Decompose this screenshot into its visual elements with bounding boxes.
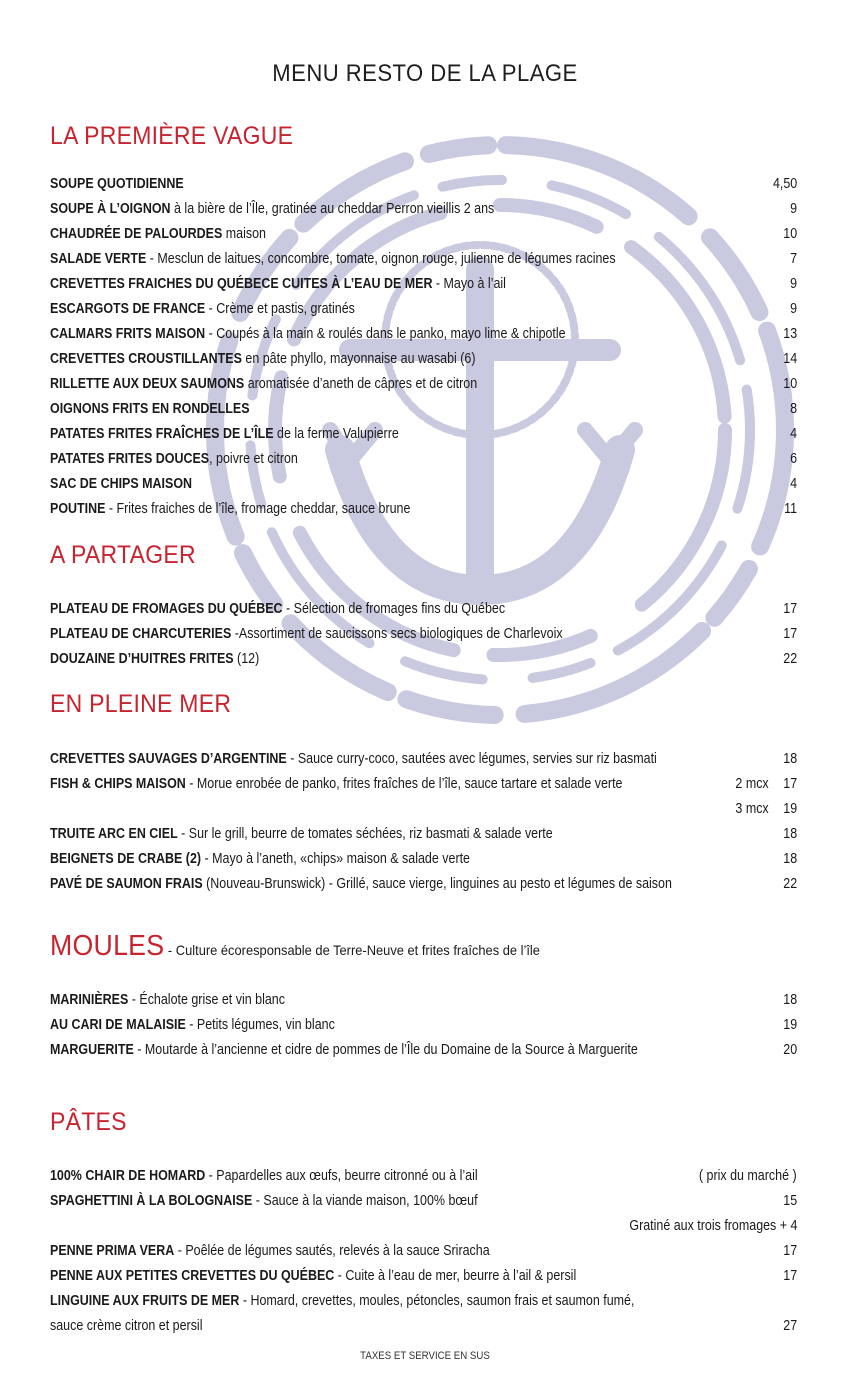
- menu-item-name: SPAGHETTINI À LA BOLOGNAISE: [50, 1193, 253, 1209]
- menu-item-description: - Mayo à l’ail: [432, 276, 506, 292]
- menu-item-name: RILLETTE AUX DEUX SAUMONS: [50, 376, 245, 392]
- menu-item-description: - Sélection de fromages fins du Québec: [282, 601, 506, 617]
- menu-item-name: PAVÉ DE SAUMON FRAIS: [50, 876, 203, 892]
- menu-item-text: [50, 847, 470, 872]
- menu-item-row: [50, 822, 797, 847]
- menu-item-price: 18: [783, 851, 797, 867]
- menu-item-name: AU CARI DE MALAISIE: [50, 1017, 186, 1033]
- menu-item-price: 7: [790, 251, 797, 267]
- menu-item-price: 18: [783, 992, 797, 1008]
- menu-item-name: PATATES FRITES DOUCES: [50, 451, 210, 467]
- menu-item-description: - Crème et pastis, gratinés: [205, 301, 355, 317]
- menu-item-row: [50, 297, 797, 322]
- menu-item-name: BEIGNETS DE CRABE (2): [50, 851, 202, 867]
- menu-item-description: - Sur le grill, beurre de tomates séchées, riz basmati & salade verte: [177, 826, 553, 842]
- section-subtitle-moules: - Culture écoresponsable de Terre-Neuve et frites fraîches de l’île: [164, 942, 540, 958]
- menu-item-price: 11: [784, 501, 797, 517]
- menu-item-description: (12): [233, 651, 260, 667]
- menu-item-name: SOUPE À L’OIGNON: [50, 201, 171, 217]
- menu-item-text: [50, 597, 505, 622]
- menu-item-text: [50, 1239, 490, 1264]
- menu-item-description: - Sauce curry-coco, sautées avec légumes, servies sur riz basmati: [286, 751, 657, 767]
- menu-item-row: [50, 172, 797, 197]
- menu-item-description: à la bière de l’Île, gratinée au cheddar Perron vieillis 2 ans: [170, 201, 495, 217]
- menu-item-text: [50, 197, 494, 222]
- menu-item-price: 17: [783, 1268, 797, 1284]
- menu-item-name: POUTINE: [50, 501, 106, 517]
- menu-item-price: 18: [783, 751, 797, 767]
- section-title-pates: PÂTES: [50, 1108, 127, 1136]
- menu-item-row: [50, 1189, 797, 1214]
- menu-item-price: 15: [783, 1193, 797, 1209]
- menu-item-text: [50, 397, 250, 422]
- menu-item-text: [50, 1164, 478, 1189]
- menu-item-name: LINGUINE AUX FRUITS DE MER: [50, 1293, 240, 1309]
- menu-item-price: 10: [783, 376, 797, 392]
- menu-item-row: [50, 797, 797, 822]
- menu-item-name: SOUPE QUOTIDIENNE: [50, 176, 184, 192]
- menu-item-name: OIGNONS FRITS EN RONDELLES: [50, 401, 250, 417]
- menu-item-price: 18: [783, 826, 797, 842]
- menu-item-price: 9: [790, 276, 797, 292]
- menu-item-text: [50, 1314, 202, 1339]
- menu-item-row: [50, 647, 797, 672]
- menu-item-row: [50, 497, 797, 522]
- menu-item-price: Gratiné aux trois fromages + 4: [628, 1218, 797, 1234]
- menu-item-price: 4: [790, 426, 797, 442]
- menu-item-row: [50, 447, 797, 472]
- menu-item-row: [50, 1038, 797, 1063]
- menu-item-description: - Poêlée de légumes sautés, relevés à la sauce Sriracha: [174, 1243, 490, 1259]
- menu-item-text: [50, 1289, 634, 1314]
- menu-item-row: [50, 422, 797, 447]
- menu-item-row: [50, 772, 797, 797]
- menu-item-name: CREVETTES SAUVAGES D’ARGENTINE: [50, 751, 287, 767]
- footer-note: TAXES ET SERVICE EN SUS: [360, 1350, 490, 1362]
- menu-item-price: 19: [783, 801, 797, 817]
- menu-item-price: 14: [783, 351, 797, 367]
- menu-item-description: - Morue enrobée de panko, frites fraîches de l’île, sauce tartare et salade verte: [185, 776, 623, 792]
- menu-item-row: [50, 197, 797, 222]
- menu-item-row: [50, 1289, 797, 1314]
- menu-item-text: [50, 372, 477, 397]
- menu-item-row: [50, 1264, 797, 1289]
- menu-item-text: [50, 872, 672, 897]
- menu-item-name: 100% CHAIR DE HOMARD: [50, 1168, 206, 1184]
- menu-item-text: [50, 1264, 576, 1289]
- menu-item-price: 27: [783, 1318, 797, 1334]
- menu-item-name: ESCARGOTS DE FRANCE: [50, 301, 206, 317]
- menu-item-name: PLATEAU DE CHARCUTERIES: [50, 626, 232, 642]
- menu-item-name: CREVETTES CROUSTILLANTES: [50, 351, 242, 367]
- menu-item-text: [50, 497, 410, 522]
- menu-item-text: [50, 822, 553, 847]
- menu-item-row: [50, 247, 797, 272]
- menu-item-row: [50, 622, 797, 647]
- menu-item-text: [50, 322, 566, 347]
- menu-item-price: 17: [783, 776, 797, 792]
- menu-item-description: - Petits légumes, vin blanc: [185, 1017, 335, 1033]
- section-title-moules-label: MOULES: [50, 930, 165, 962]
- menu-item-description: sauce crème citron et persil: [50, 1318, 203, 1334]
- menu-item-row: [50, 1164, 797, 1189]
- menu-item-portion: 3 mcx: [735, 801, 769, 817]
- menu-item-description: - Échalote grise et vin blanc: [128, 992, 285, 1008]
- menu-item-name: CREVETTES FRAICHES DU QUÉBECE CUITES À L’EAU DE MER: [50, 276, 433, 292]
- section-title-premiere-vague: LA PREMIÈRE VAGUE: [50, 122, 294, 150]
- page-title: MENU RESTO DE LA PLAGE: [272, 60, 578, 87]
- menu-item-row: [50, 222, 797, 247]
- menu-item-description: - Homard, crevettes, moules, pétoncles, saumon frais et saumon fumé,: [239, 1293, 635, 1309]
- menu-item-text: [50, 172, 184, 197]
- menu-item-description: - Coupés à la main & roulés dans le panko, mayo lime & chipotle: [205, 326, 566, 342]
- menu-item-description: - Sauce à la viande maison, 100% bœuf: [252, 1193, 478, 1209]
- menu-item-description: aromatisée d’aneth de câpres et de citron: [244, 376, 478, 392]
- menu-item-text: [50, 272, 506, 297]
- menu-item-description: (Nouveau-Brunswick) - Grillé, sauce vierge, linguines au pesto et légumes de saison: [202, 876, 672, 892]
- menu-item-price: 17: [783, 1243, 797, 1259]
- menu-item-row: [50, 272, 797, 297]
- section-title-en-pleine-mer: EN PLEINE MER: [50, 690, 232, 718]
- menu-item-name: FISH & CHIPS MAISON: [50, 776, 186, 792]
- menu-item-text: [50, 1038, 638, 1063]
- menu-item-description: -Assortiment de saucissons secs biologiques de Charlevoix: [231, 626, 563, 642]
- menu-item-price: 8: [790, 401, 797, 417]
- menu-item-price: 20: [783, 1042, 797, 1058]
- menu-item-row: [50, 988, 797, 1013]
- menu-item-text: [50, 422, 399, 447]
- menu-item-text: [50, 247, 616, 272]
- menu-item-name: CHAUDRÉE DE PALOURDES: [50, 226, 223, 242]
- menu-item-portion: 2 mcx: [735, 776, 769, 792]
- menu-item-text: [50, 747, 657, 772]
- menu-item-name: PATATES FRITES FRAÎCHES DE L’ÎLE: [50, 426, 274, 442]
- menu-item-row: [50, 397, 797, 422]
- menu-item-row: [50, 347, 797, 372]
- menu-item-row: [50, 747, 797, 772]
- menu-item-row: [50, 872, 797, 897]
- menu-item-name: SALADE VERTE: [50, 251, 147, 267]
- menu-item-name: PLATEAU DE FROMAGES DU QUÉBEC: [50, 601, 283, 617]
- menu-item-name: PENNE AUX PETITES CREVETTES DU QUÉBEC: [50, 1268, 335, 1284]
- menu-item-description: de la ferme Valupierre: [273, 426, 399, 442]
- menu-item-text: [50, 1189, 478, 1214]
- menu-item-row: [50, 322, 797, 347]
- menu-item-row: [50, 372, 797, 397]
- menu-item-text: [50, 447, 298, 472]
- menu-item-price: 13: [783, 326, 797, 342]
- menu-item-description: - Papardelles aux œufs, beurre citronné ou à l’ail: [205, 1168, 478, 1184]
- menu-item-row: [50, 472, 797, 497]
- menu-item-name: DOUZAINE D’HUITRES FRITES: [50, 651, 234, 667]
- menu-item-row: [50, 1239, 797, 1264]
- menu-item-price: 4,50: [772, 176, 797, 192]
- menu-item-row: [50, 847, 797, 872]
- menu-item-price: 17: [783, 626, 797, 642]
- menu-item-text: [50, 988, 285, 1013]
- menu-item-price: 22: [783, 651, 797, 667]
- menu-item-description: - Mayo à l’aneth, «chips» maison & salade verte: [201, 851, 471, 867]
- menu-item-text: [50, 772, 622, 797]
- menu-item-row: [50, 1214, 797, 1239]
- menu-item-price: 19: [783, 1017, 797, 1033]
- menu-item-text: [50, 347, 476, 372]
- menu-item-description: - Frites fraiches de l’île, fromage cheddar, sauce brune: [105, 501, 411, 517]
- menu-item-description: - Mesclun de laitues, concombre, tomate, oignon rouge, julienne de légumes racines: [146, 251, 616, 267]
- menu-item-description: , poivre et citron: [209, 451, 298, 467]
- menu-item-row: [50, 597, 797, 622]
- menu-item-price: 9: [790, 201, 797, 217]
- menu-item-price: ( prix du marché ): [699, 1168, 797, 1184]
- menu-item-price: 22: [783, 876, 797, 892]
- menu-item-name: CALMARS FRITS MAISON: [50, 326, 206, 342]
- menu-item-description: - Moutarde à l’ancienne et cidre de pommes de l’Île du Domaine de la Source à Marguerite: [133, 1042, 638, 1058]
- menu-item-description: en pâte phyllo, mayonnaise au wasabi (6): [241, 351, 476, 367]
- section-title-a-partager: A PARTAGER: [50, 541, 196, 569]
- menu-item-text: [50, 297, 355, 322]
- menu-item-text: [50, 1013, 335, 1038]
- menu-item-name: TRUITE ARC EN CIEL: [50, 826, 178, 842]
- menu-item-description: maison: [222, 226, 266, 242]
- menu-item-name: PENNE PRIMA VERA: [50, 1243, 175, 1259]
- menu-item-description: - Cuite à l’eau de mer, beurre à l’ail & persil: [334, 1268, 577, 1284]
- menu-item-price: 9: [790, 301, 797, 317]
- menu-item-row: [50, 1013, 797, 1038]
- menu-item-price: 4: [790, 476, 797, 492]
- menu-item-name: MARINIÈRES: [50, 992, 129, 1008]
- menu-item-name: SAC DE CHIPS MAISON: [50, 476, 193, 492]
- menu-item-price: 17: [783, 601, 797, 617]
- menu-item-text: [50, 472, 192, 497]
- menu-item-text: [50, 622, 563, 647]
- menu-item-text: [50, 222, 266, 247]
- section-title-moules: [50, 930, 540, 963]
- menu-item-name: MARGUERITE: [50, 1042, 134, 1058]
- menu-item-text: [50, 647, 259, 672]
- menu-item-price: 6: [790, 451, 797, 467]
- menu-item-row: [50, 1314, 797, 1339]
- menu-item-price: 10: [783, 226, 797, 242]
